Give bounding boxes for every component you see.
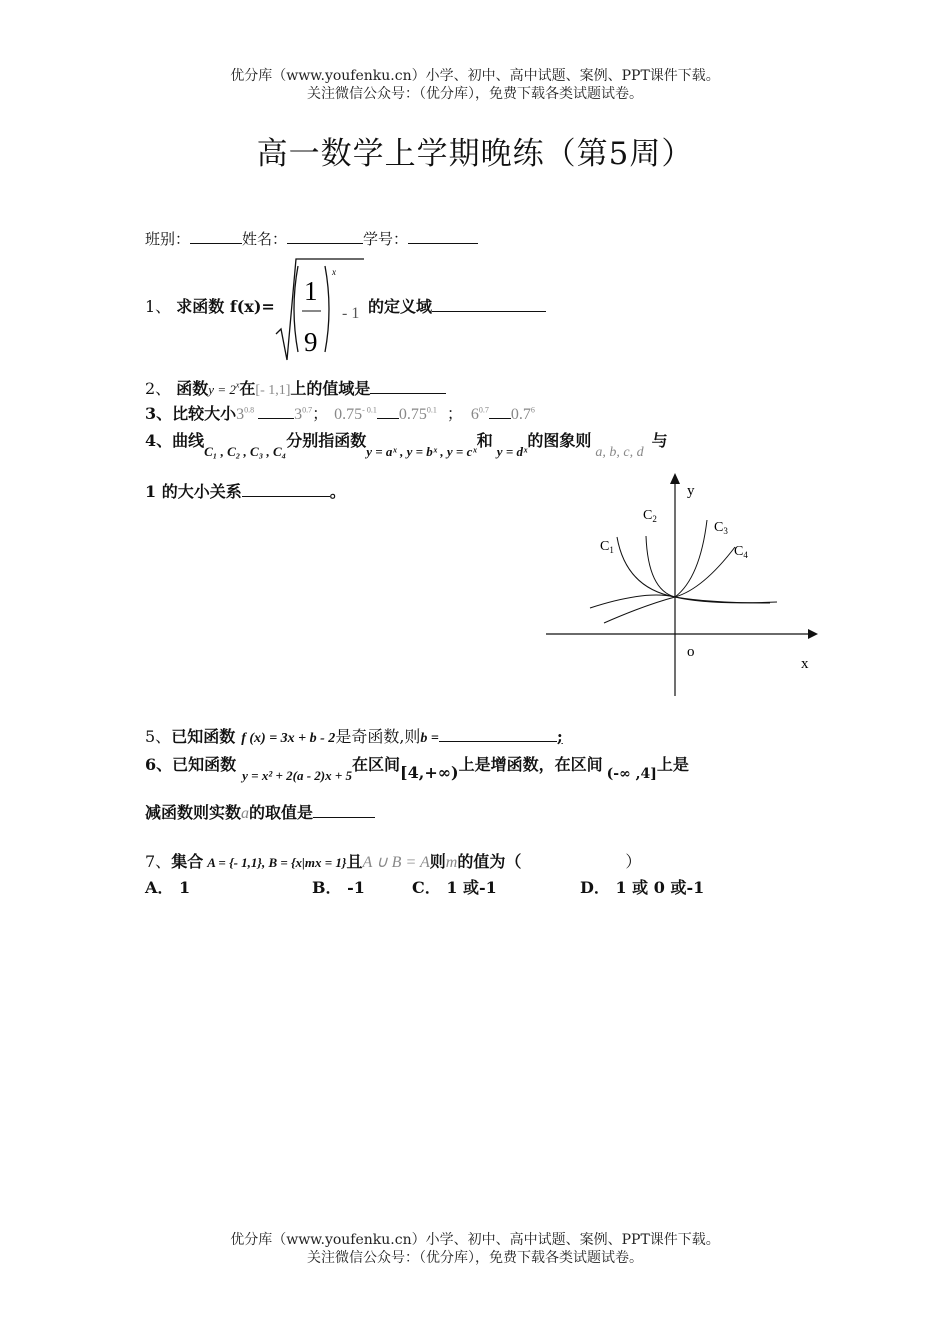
q1-minus-one: - 1 bbox=[342, 305, 360, 322]
right-paren bbox=[325, 266, 329, 352]
x-axis-label: x bbox=[801, 656, 809, 672]
q6-var: a bbox=[241, 805, 250, 822]
curve-label-c2: $C_2$ bbox=[643, 508, 657, 524]
q1-tail bbox=[368, 294, 546, 317]
q1-radical-expression bbox=[272, 256, 372, 364]
q3-f-base: 0.7 bbox=[510, 406, 531, 423]
number-field[interactable] bbox=[408, 228, 478, 244]
q4-vars: a, b, c, d bbox=[595, 445, 644, 460]
question-4 bbox=[145, 428, 668, 460]
q6-line2: 减函数则实数 bbox=[145, 803, 242, 822]
q5-expression: f (x) = 3x + b - 2 bbox=[241, 731, 336, 746]
q7-cond: 且 bbox=[346, 852, 363, 871]
q3-sep-1: ； bbox=[312, 404, 329, 423]
header-line-1: 优分库（www.youfenku.cn）小学、初中、高中试题、案例、PPT课件下载。 bbox=[230, 68, 720, 84]
curve-label-c4: $C_4$ bbox=[734, 544, 748, 560]
q1-answer-blank[interactable] bbox=[432, 296, 546, 312]
q4-function-d: y = dˣ bbox=[496, 444, 528, 459]
q3-c-base: 0.75 bbox=[334, 406, 363, 423]
q4-line2: 1 的大小关系 bbox=[145, 482, 242, 501]
q1-numerator: 1 bbox=[304, 276, 318, 306]
student-info bbox=[145, 228, 478, 249]
option-b[interactable]: B． -1 bbox=[312, 878, 365, 897]
q3-b-exp: 0.7 bbox=[302, 405, 313, 415]
q3-f-exp: 6 bbox=[530, 405, 535, 415]
q7-text: 集合 bbox=[171, 852, 204, 871]
q4-functions: y = aˣ , y = bˣ , y = cˣ bbox=[366, 444, 477, 459]
footer-line-1: 优分库（www.youfenku.cn）小学、初中、高中试题、案例、PPT课件下载。 bbox=[230, 1232, 720, 1248]
q7-tail: 的值为（ bbox=[457, 852, 522, 871]
q2-function: y = 2 bbox=[208, 382, 236, 397]
q3-blank-3[interactable] bbox=[489, 403, 511, 419]
q7-number: 7、 bbox=[145, 852, 172, 871]
q7-close: ） bbox=[625, 852, 642, 871]
q4-end: 。 bbox=[329, 482, 346, 501]
q1-exponent: x bbox=[332, 267, 336, 277]
curve-label-c1: $C_1$ bbox=[600, 539, 614, 555]
option-a[interactable]: A． 1 bbox=[145, 878, 191, 897]
q4-and: 和 bbox=[476, 431, 493, 450]
q4-mid: 分别指函数 bbox=[286, 431, 367, 450]
q3-label: 3、比较大小 bbox=[145, 404, 237, 423]
q4-answer-blank[interactable] bbox=[242, 481, 330, 497]
q1-text: 求函数 f(x)= bbox=[176, 297, 275, 316]
q5-number: 5、 bbox=[145, 727, 172, 746]
q6-mid: 上是增函数，在区间 bbox=[458, 755, 603, 774]
q2-in: 在 bbox=[239, 379, 256, 398]
q3-d-base: 0.75 bbox=[398, 406, 427, 423]
exponential-graph bbox=[540, 470, 830, 700]
q1-number: 1、 bbox=[145, 297, 172, 316]
q3-e-base: 6 bbox=[470, 406, 479, 423]
q6-in1: 在区间 bbox=[352, 755, 401, 774]
q5-answer-blank[interactable] bbox=[439, 726, 557, 742]
footer-line-2: 关注微信公众号：（优分库），免费下载各类试题试卷。 bbox=[307, 1250, 643, 1266]
q5-end: ; bbox=[556, 727, 563, 746]
class-field[interactable] bbox=[190, 228, 242, 244]
q4-mid2: 的图象则 bbox=[527, 431, 592, 450]
q7-sets: A = {- 1,1}, B = {x|mx = 1} bbox=[207, 855, 347, 870]
q2-answer-blank[interactable] bbox=[370, 378, 446, 394]
q3-b-base: 3 bbox=[294, 406, 303, 423]
q6-tail: 上是 bbox=[656, 755, 689, 774]
curve-c3 bbox=[590, 520, 707, 608]
q4-tail: 与 bbox=[651, 431, 668, 450]
class-label: 班别： bbox=[145, 230, 191, 248]
q5-var: b = bbox=[420, 731, 439, 746]
q4-label: 4、曲线 bbox=[145, 431, 205, 450]
q6-line2-end: 的取值是 bbox=[249, 803, 314, 822]
q2-interval: [- 1,1] bbox=[255, 383, 291, 398]
y-axis-label: y bbox=[687, 483, 695, 499]
q3-sep-2: ； bbox=[446, 404, 463, 423]
q6-expression: y = x² + 2(a - 2)x + 5 bbox=[242, 768, 353, 783]
q2-suffix: 上的值域是 bbox=[290, 379, 371, 398]
q7-union: A ∪ B = A bbox=[362, 854, 430, 871]
y-axis-arrow bbox=[670, 473, 680, 484]
number-label: 学号： bbox=[363, 230, 409, 248]
q3-c-exp: - 0.1 bbox=[362, 405, 377, 415]
q2-exponent: x bbox=[235, 380, 240, 390]
q5-mid: 是奇函数,则 bbox=[335, 727, 421, 746]
x-axis-arrow bbox=[808, 629, 818, 639]
question-4-line-2 bbox=[145, 479, 346, 502]
option-d[interactable]: D． 1 或 0 或-1 bbox=[580, 878, 705, 897]
q3-a-base: 3 bbox=[236, 406, 245, 423]
q5-text: 已知函数 bbox=[171, 727, 236, 746]
origin-label: o bbox=[687, 644, 695, 660]
curve-c1 bbox=[617, 537, 770, 603]
question-2 bbox=[145, 376, 446, 399]
q3-blank-1[interactable] bbox=[258, 403, 294, 419]
name-field[interactable] bbox=[287, 228, 363, 244]
question-1 bbox=[145, 294, 275, 317]
curve-label-c3: $C_3$ bbox=[714, 520, 728, 536]
q1-denominator: 9 bbox=[304, 327, 318, 357]
q7-var: m bbox=[445, 854, 458, 871]
option-c[interactable]: C． 1 或-1 bbox=[412, 878, 497, 897]
q6-interval-1: [4,+∞) bbox=[400, 763, 459, 782]
q7-then: 则 bbox=[429, 852, 446, 871]
q2-text: 函数 bbox=[176, 379, 209, 398]
question-7 bbox=[145, 849, 641, 872]
q2-number: 2、 bbox=[145, 379, 172, 398]
question-3 bbox=[145, 401, 535, 424]
name-label: 姓名： bbox=[242, 230, 288, 248]
q6-interval-2: (-∞ ,4] bbox=[606, 766, 657, 782]
q3-d-exp: 0.1 bbox=[426, 405, 437, 415]
q3-blank-2[interactable] bbox=[377, 403, 399, 419]
q4-curves: C₁ , C₂ , C₃ , C₄ bbox=[204, 444, 287, 459]
question-5 bbox=[145, 724, 563, 747]
q3-a-exp: 0.8 bbox=[244, 405, 255, 415]
q1-suffix: 的定义域 bbox=[368, 297, 433, 316]
question-6 bbox=[145, 752, 689, 783]
header-line-2: 关注微信公众号：（优分库），免费下载各类试题试卷。 bbox=[307, 86, 643, 102]
q6-label: 6、已知函数 bbox=[145, 755, 237, 774]
curve-c2 bbox=[646, 536, 777, 603]
question-6-line-2 bbox=[145, 800, 375, 823]
q6-answer-blank[interactable] bbox=[313, 802, 375, 818]
page-title: 高一数学上学期晚练（第5周） bbox=[256, 136, 694, 172]
q3-e-exp: 0.7 bbox=[478, 405, 489, 415]
